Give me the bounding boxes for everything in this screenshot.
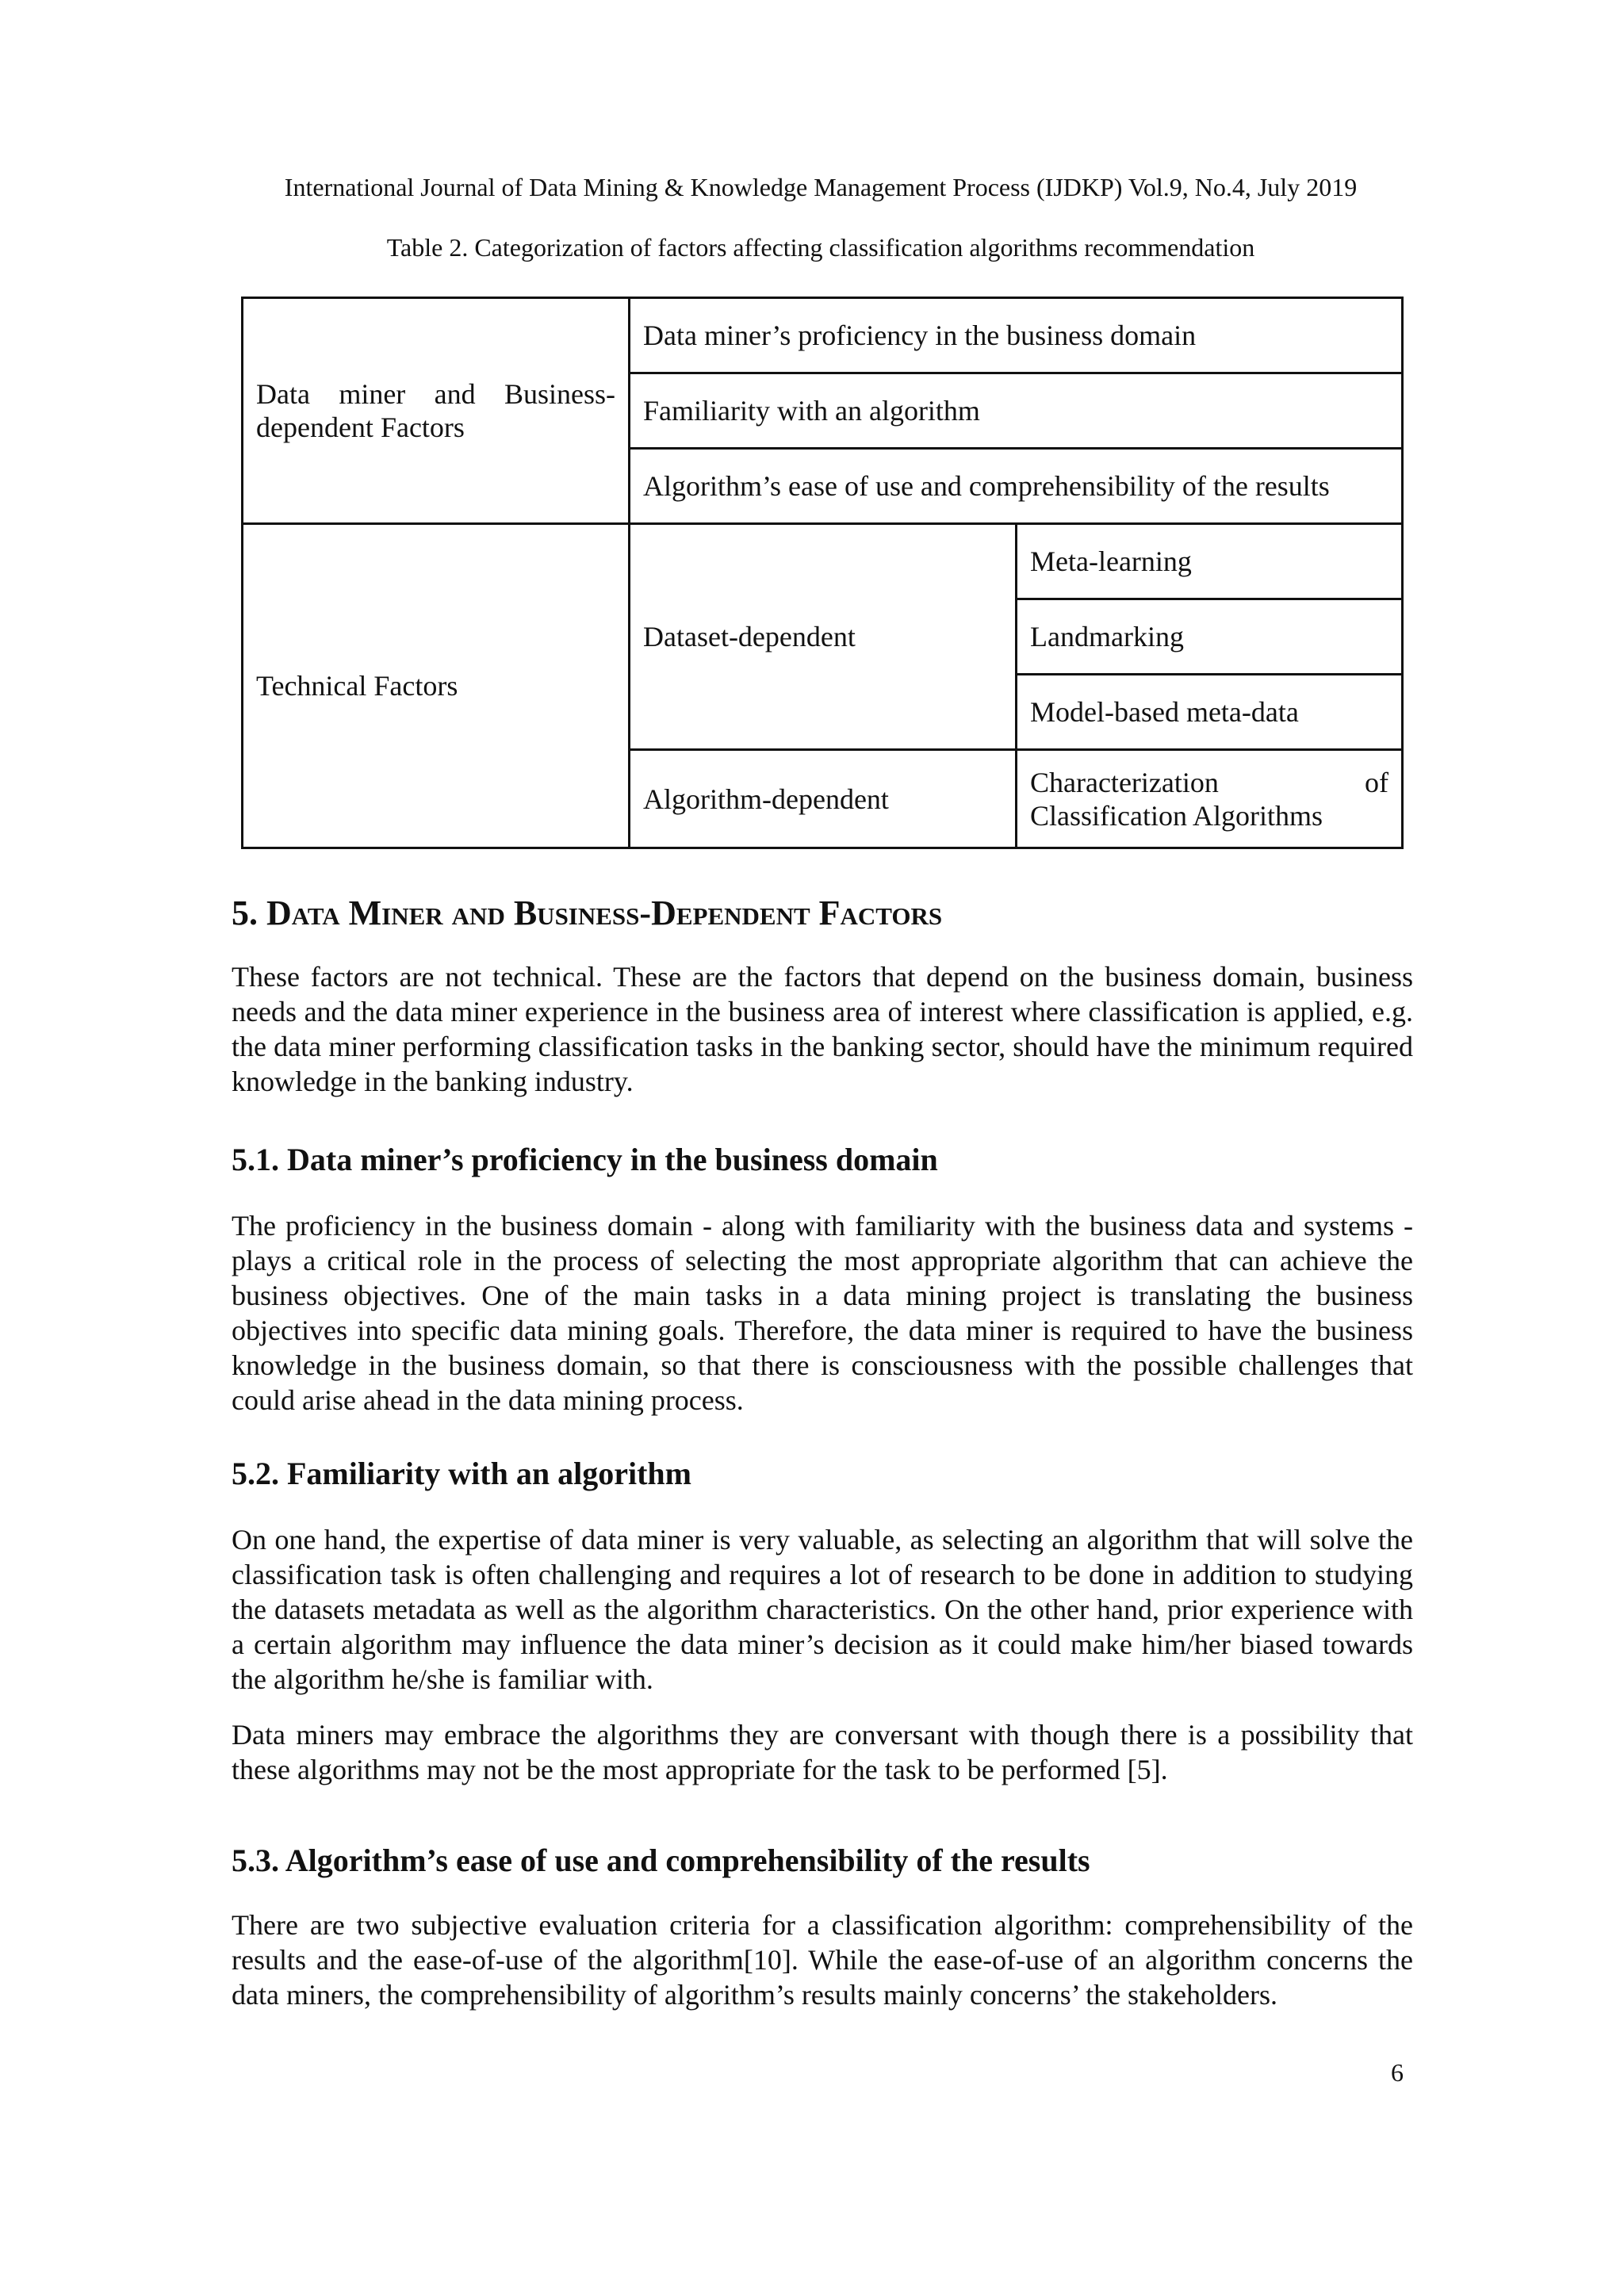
section-number: 5. <box>232 894 266 932</box>
factor-cell: Algorithm’s ease of use and comprehensibility of the results <box>630 449 1403 524</box>
factor-cell: Landmarking <box>1017 599 1403 675</box>
subsection-heading: 5.1. Data miner’s proficiency in the business domain <box>232 1142 938 1177</box>
factor-cell: Familiarity with an algorithm <box>630 373 1403 449</box>
factor-cell: Model-based meta-data <box>1017 675 1403 750</box>
body-paragraph: These factors are not technical. These are the factors that depend on the business domain, business needs and the data miner experience in the business area of interest where classification is applied, e.g. the data miner performing classification tasks in the banking sector, should have the minimum required knowledge in the banking industry. <box>232 961 1413 1097</box>
subgroup-label-algorithm: Algorithm-dependent <box>630 750 1017 848</box>
body-paragraph: There are two subjective evaluation criteria for a classification algorithm: comprehensibility of the results and the ease-of-use of the algorithm[10]. While the ease-of-use of an algorithm concerns the data miners, the comprehensibility of algorithm’s results mainly concerns’ the stakeholders. <box>232 1909 1413 2011</box>
factors-table <box>241 297 1404 849</box>
table-row <box>243 524 1403 599</box>
group-label-business: Data miner and Business-dependent Factors <box>243 298 630 524</box>
factor-cell: Meta-learning <box>1017 524 1403 599</box>
page-number: 6 <box>1391 2058 1404 2087</box>
group-label-technical: Technical Factors <box>243 524 630 848</box>
subgroup-label-dataset: Dataset-dependent <box>630 524 1017 750</box>
body-paragraph: The proficiency in the business domain - along with familiarity with the business data and systems - plays a critical role in the process of selecting the most appropriate algorithm that can achieve the business objectives. One of the main tasks in a data mining project is translating the business objectives into specific data mining goals. Therefore, the data miner is required to have the business knowledge in the business domain, so that there is consciousness with the possible challenges that could arise ahead in the data mining process. <box>232 1210 1413 1416</box>
section-title: Data Miner and Business-Dependent Factors <box>266 894 943 932</box>
subsection-heading: 5.3. Algorithm’s ease of use and comprehensibility of the results <box>232 1843 1090 1878</box>
body-paragraph: On one hand, the expertise of data miner is very valuable, as selecting an algorithm that will solve the classification task is often challenging and requires a lot of research to be done in addition to studying the datasets metadata as well as the algorithm characteristics. On the other hand, prior experience with a certain algorithm may influence the data miner’s decision as it could make him/her biased towards the algorithm he/she is familiar with. <box>232 1524 1413 1695</box>
section-heading <box>232 891 942 936</box>
table-row <box>243 298 1403 373</box>
table-caption: Table 2. Categorization of factors affecting classification algorithms recommendation <box>386 233 1255 262</box>
body-paragraph: Data miners may embrace the algorithms they are conversant with though there is a possibility that these algorithms may not be the most appropriate for the task to be performed [5]. <box>232 1719 1413 1785</box>
subsection-heading: 5.2. Familiarity with an algorithm <box>232 1456 691 1491</box>
factor-cell: Characterization of Classification Algorithms <box>1017 750 1403 848</box>
running-header: International Journal of Data Mining & Knowledge Management Process (IJDKP) Vol.9, No.4, July 2019 <box>284 173 1358 201</box>
factor-cell: Data miner’s proficiency in the business domain <box>630 298 1403 373</box>
